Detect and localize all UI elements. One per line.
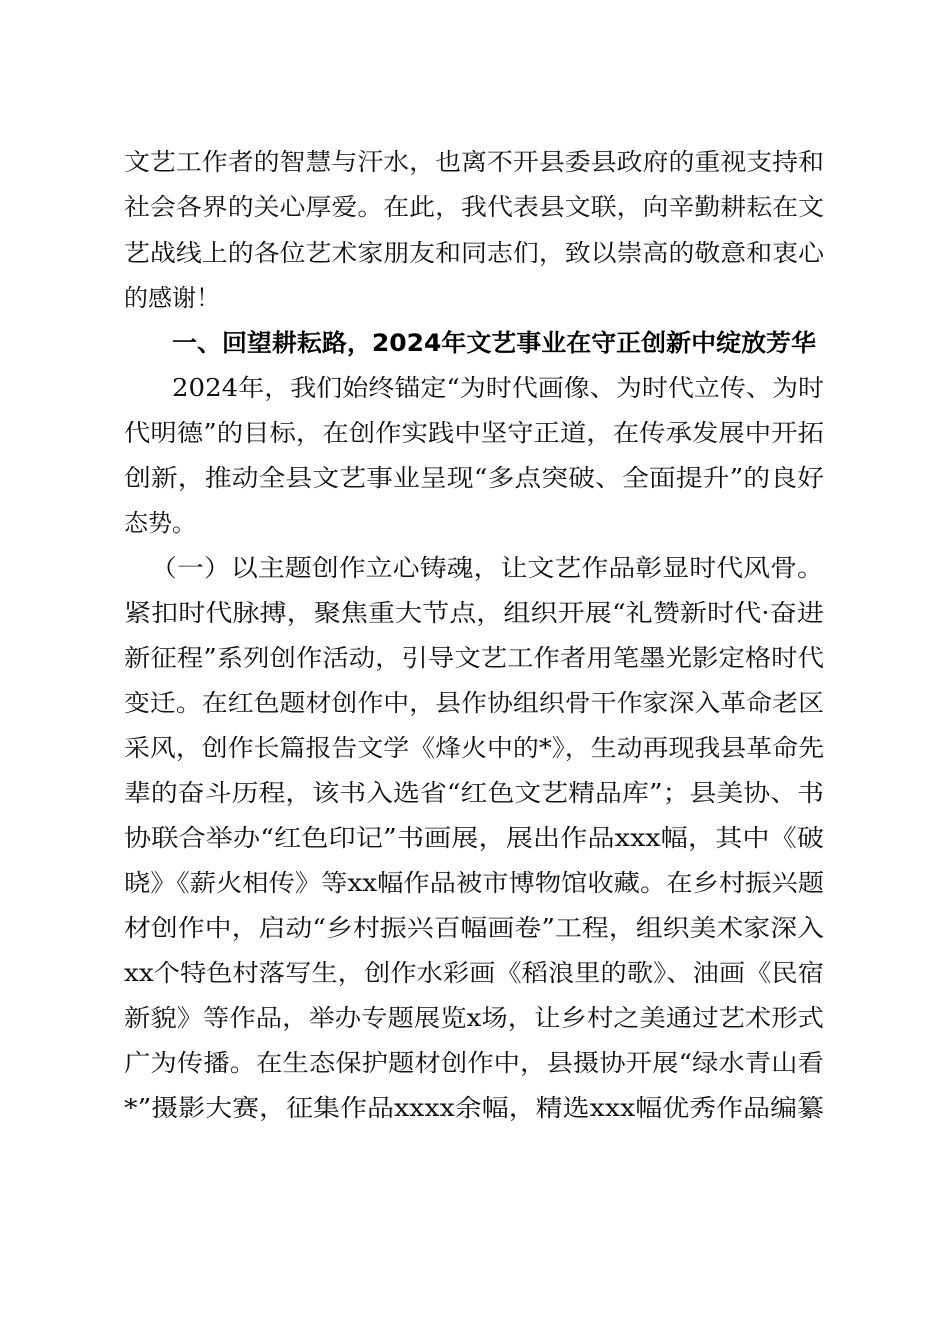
paragraph-3-line-1	[0, 546, 950, 590]
text-line: xx个特色村落写生，创作水彩画《稻浪里的歌》、油画《民宿	[124, 959, 824, 987]
paragraph-3-line-7	[0, 816, 950, 860]
paragraph-3-line-2	[0, 591, 950, 635]
text-line: 艺战线上的各位艺术家朋友和同志们，致以崇高的敬意和衷心	[124, 239, 824, 267]
paragraph-3-line-5	[0, 726, 950, 770]
paragraph-3-line-3	[0, 636, 950, 680]
paragraph-2-line-2	[0, 411, 950, 455]
text-line: 材创作中，启动“乡村振兴百幅画卷”工程，组织美术家深入	[124, 914, 824, 942]
text-line: 创新，推动全县文艺事业呈现“多点突破、全面提升”的良好	[124, 464, 824, 492]
paragraph-1-line-4	[0, 276, 950, 320]
text-line: 协联合举办“红色印记”书画展，展出作品xxx幅，其中《破	[124, 824, 824, 852]
paragraph-3-line-9	[0, 906, 950, 950]
text-line: 晓》《薪火相传》等xx幅作品被市博物馆收藏。在乡村振兴题	[124, 869, 824, 897]
paragraph-1-line-3	[0, 231, 950, 275]
text-line: 变迁。在红色题材创作中，县作协组织骨干作家深入革命老区	[124, 689, 824, 717]
text-line: 代明德”的目标，在创作实践中坚守正道，在传承发展中开拓	[124, 419, 825, 447]
paragraph-2-line-4	[0, 501, 950, 545]
text-line: 广为传播。在生态保护题材创作中，县摄协开展“绿水青山看	[124, 1049, 825, 1077]
paragraph-3-line-6	[0, 771, 950, 815]
paragraph-3-line-13	[0, 1086, 950, 1130]
text-line: *”摄影大赛，征集作品xxxx余幅，精选xxx幅优秀作品编纂	[124, 1094, 824, 1122]
paragraph-3-line-8	[0, 861, 950, 905]
paragraph-1-line-1	[0, 140, 950, 184]
text-line: 新貌》等作品，举办专题展览x场，让乡村之美通过艺术形式	[124, 1004, 824, 1032]
paragraph-3-line-10	[0, 951, 950, 995]
text-line: （一）以主题创作立心铸魂，让文艺作品彰显时代风骨。	[150, 554, 824, 582]
text-line: 2024年，我们始终锚定“为时代画像、为时代立传、为时	[172, 374, 824, 402]
paragraph-1-line-2	[0, 185, 950, 229]
text-line: 新征程”系列创作活动，引导文艺工作者用笔墨光影定格时代	[124, 644, 825, 672]
section-heading	[0, 321, 950, 365]
text-line: 文艺工作者的智慧与汗水，也离不开县委县政府的重视支持和	[124, 148, 824, 176]
section-heading-text: 一、回望耕耘路，2024年文艺事业在守正创新中绽放芳华	[172, 329, 816, 357]
text-line: 态势。	[124, 509, 196, 537]
paragraph-2-line-1	[0, 366, 950, 410]
paragraph-3-line-4	[0, 681, 950, 725]
text-line: 采风，创作长篇报告文学《烽火中的*》，生动再现我县革命先	[124, 734, 824, 762]
paragraph-3-line-12	[0, 1041, 950, 1085]
paragraph-2-line-3	[0, 456, 950, 500]
paragraph-3-line-11	[0, 996, 950, 1040]
text-line: 辈的奋斗历程，该书入选省“红色文艺精品库”；县美协、书	[124, 779, 824, 807]
text-line: 的感谢！	[124, 284, 220, 312]
text-line: 紧扣时代脉搏，聚焦重大节点，组织开展“礼赞新时代·奋进	[124, 599, 824, 627]
text-line: 社会各界的关心厚爱。在此，我代表县文联，向辛勤耕耘在文	[124, 193, 824, 221]
